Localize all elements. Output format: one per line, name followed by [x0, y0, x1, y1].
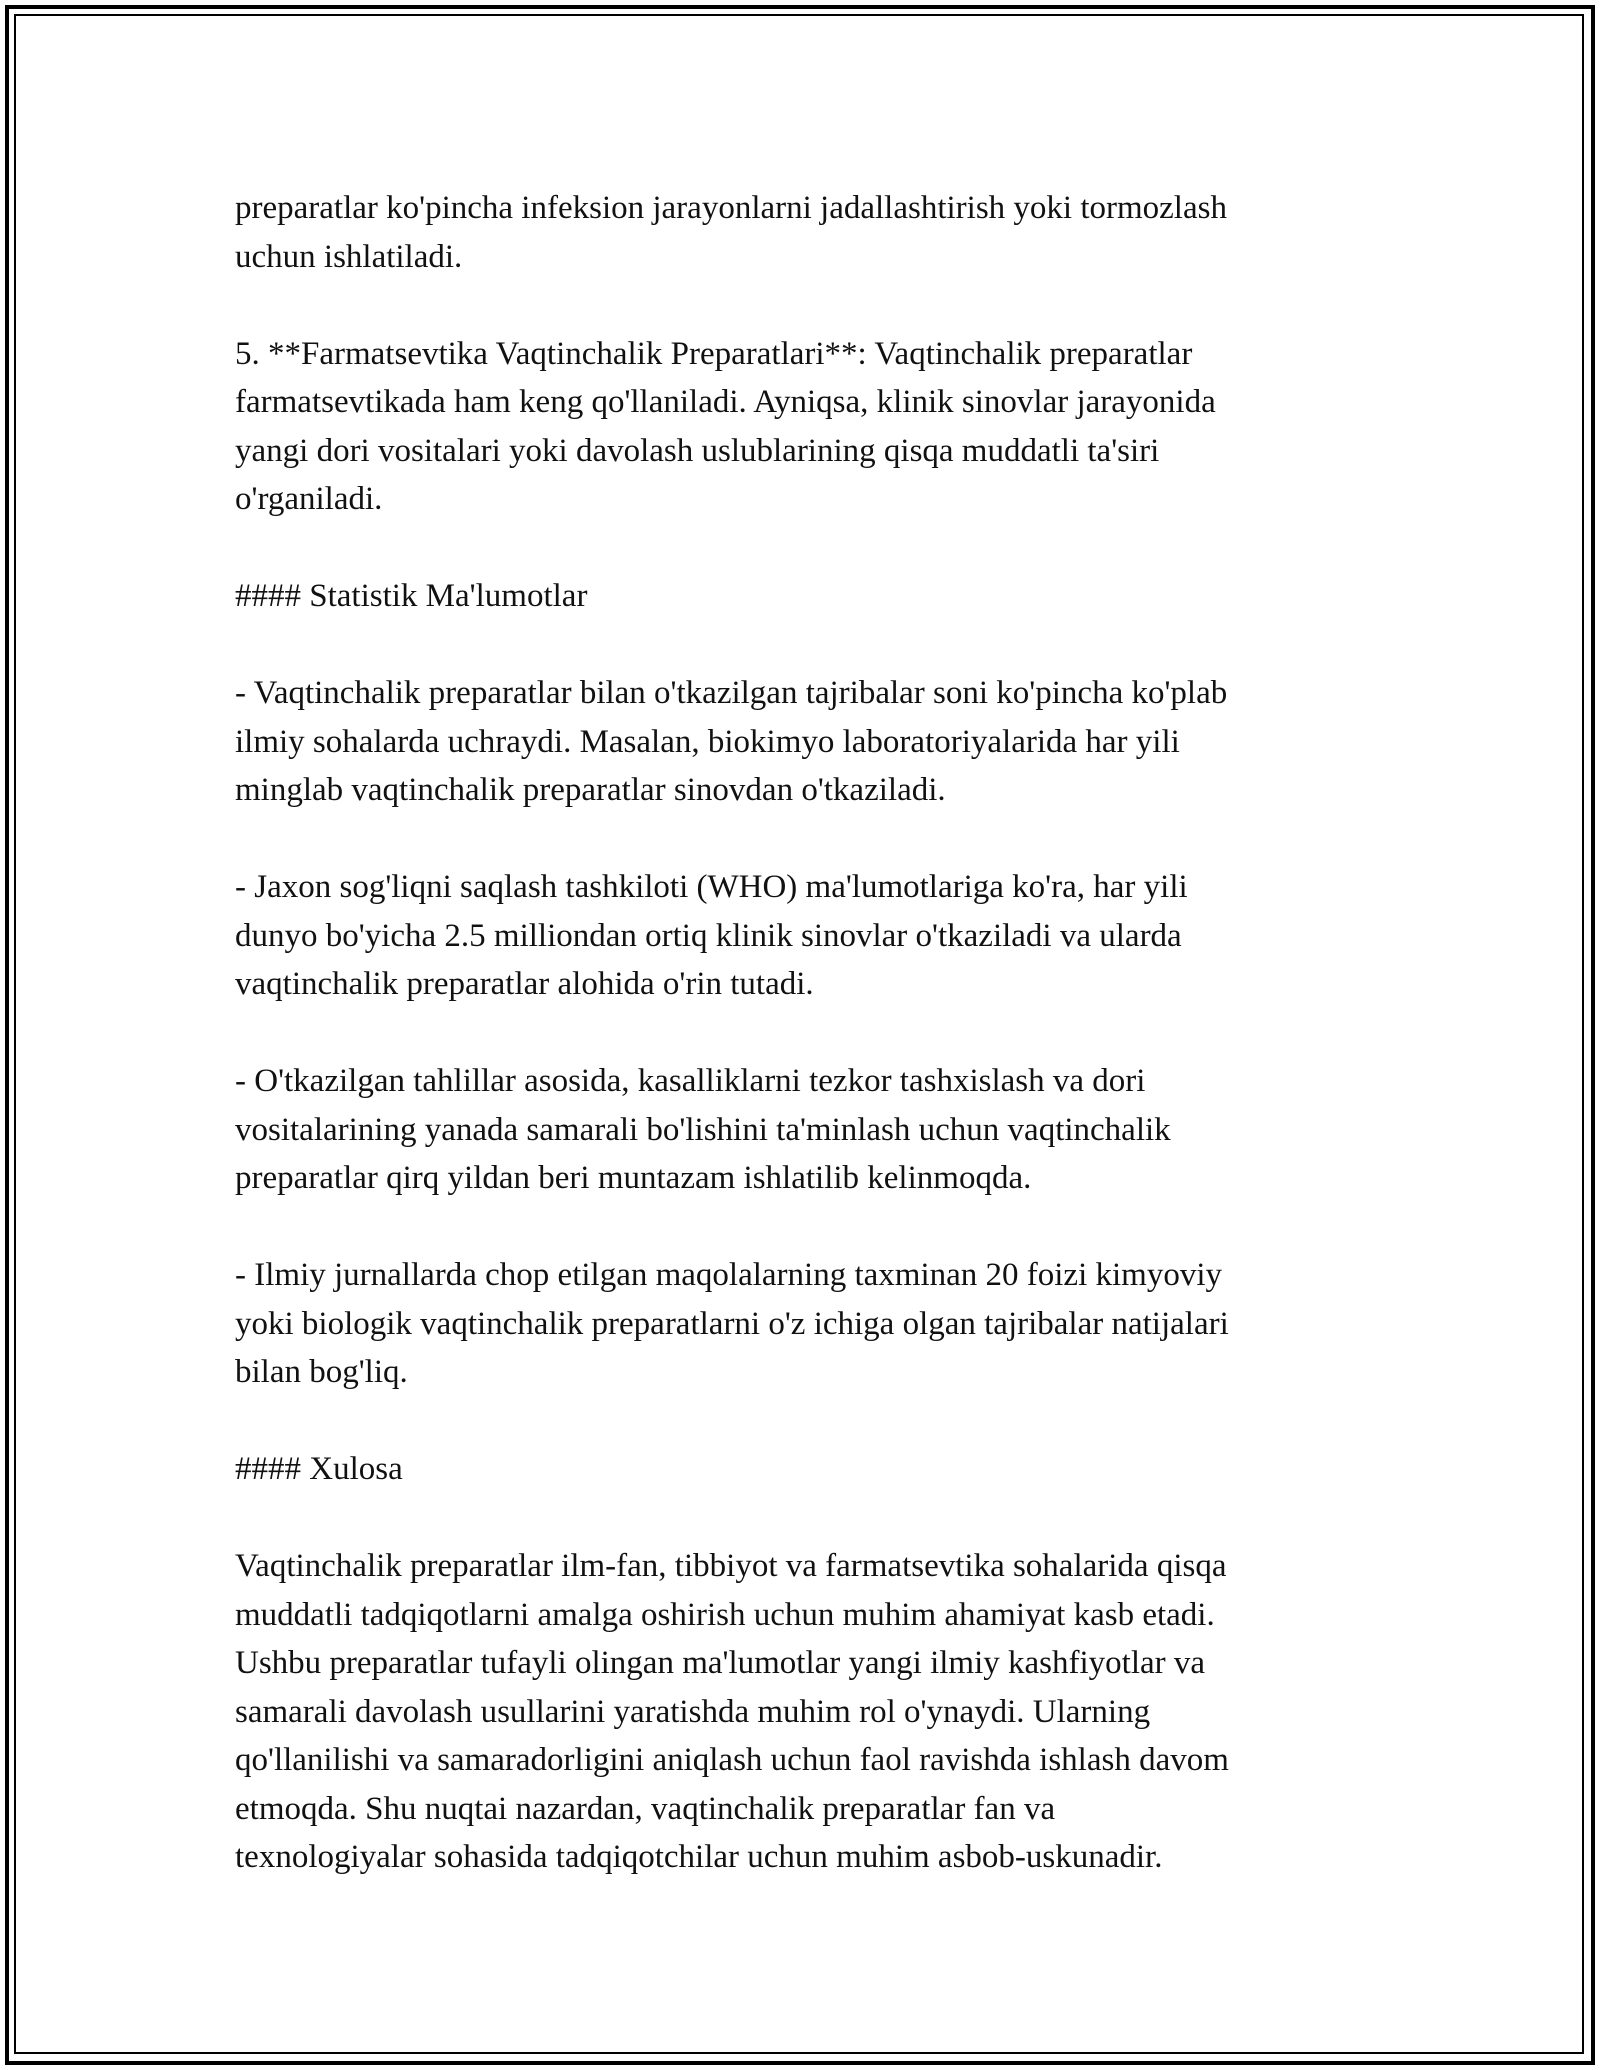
text-line: minglab vaqtinchalik preparatlar sinovdan o'tkaziladi.: [235, 772, 946, 808]
paragraph-item-5: [235, 330, 1365, 524]
text-line: dunyo bo'yicha 2.5 milliondan ortiq klinik sinovlar o'tkaziladi va ularda: [235, 917, 1182, 954]
text-line: vositalarining yanada samarali bo'lishini ta'minlash uchun vaqtinchalik: [235, 1111, 1171, 1148]
text-line: preparatlar qirq yildan beri muntazam ishlatilib kelinmoqda.: [235, 1160, 1032, 1196]
paragraph-continuation: [235, 184, 1365, 281]
text-line: muddatli tadqiqotlarni amalga oshirish uchun muhim ahamiyat kasb etadi.: [235, 1596, 1215, 1633]
bullet-4: [235, 1251, 1365, 1397]
bullet-1: [235, 669, 1365, 815]
text-line: uchun ishlatiladi.: [235, 238, 463, 275]
text-line: bilan bog'liq.: [235, 1354, 408, 1390]
text-line: preparatlar ko'pincha infeksion jarayonlarni jadallashtirish yoki tormozlash: [235, 190, 1227, 226]
text-line: #### Statistik Ma'lumotlar: [235, 578, 588, 614]
text-line: ilmiy sohalarda uchraydi. Masalan, biokimyo laboratoriyalarida har yili: [235, 723, 1180, 760]
text-line: qo'llanilishi va samaradorligini aniqlash uchun faol ravishda ishlash davom: [235, 1742, 1229, 1778]
text-line: yangi dori vositalari yoki davolash uslublarining qisqa muddatli ta'siri: [235, 432, 1160, 469]
text-line: etmoqda. Shu nuqtai nazardan, vaqtinchalik preparatlar fan va: [235, 1790, 1056, 1827]
text-line: samarali davolash usullarini yaratishda muhim rol o'ynaydi. Ularning: [235, 1693, 1151, 1730]
heading-xulosa: [235, 1445, 1365, 1494]
bullet-3: [235, 1057, 1365, 1203]
paragraph-conclusion: [235, 1542, 1365, 1882]
text-line: - Ilmiy jurnallarda chop etilgan maqolalarning taxminan 20 foizi kimyoviy: [235, 1257, 1222, 1293]
document-body: [235, 184, 1365, 1882]
text-line: vaqtinchalik preparatlar alohida o'rin tutadi.: [235, 966, 814, 1002]
text-line: o'rganiladi.: [235, 481, 383, 517]
text-line: yoki biologik vaqtinchalik preparatlarni o'z ichiga olgan tajribalar natijalari: [235, 1305, 1229, 1342]
text-line: 5. **Farmatsevtika Vaqtinchalik Preparatlari**: Vaqtinchalik preparatlar: [235, 335, 1193, 372]
text-line: farmatsevtikada ham keng qo'llaniladi. Ayniqsa, klinik sinovlar jarayonida: [235, 384, 1216, 420]
text-line: - Vaqtinchalik preparatlar bilan o'tkazilgan tajribalar soni ko'pincha ko'plab: [235, 675, 1228, 711]
text-line: Ushbu preparatlar tufayli olingan ma'lumotlar yangi ilmiy kashfiyotlar va: [235, 1645, 1206, 1681]
bullet-2: [235, 863, 1365, 1009]
text-line: Vaqtinchalik preparatlar ilm-fan, tibbiyot va farmatsevtika sohalarida qisqa: [235, 1548, 1227, 1584]
text-line: - Jaxon sog'liqni saqlash tashkiloti (WHO) ma'lumotlariga ko'ra, har yili: [235, 869, 1188, 905]
text-line: texnologiyalar sohasida tadqiqotchilar uchun muhim asbob-uskunadir.: [235, 1839, 1163, 1875]
text-line: - O'tkazilgan tahlillar asosida, kasalliklarni tezkor tashxislash va dori: [235, 1063, 1146, 1099]
text-line: #### Xulosa: [235, 1451, 403, 1487]
heading-statistik: [235, 572, 1365, 621]
